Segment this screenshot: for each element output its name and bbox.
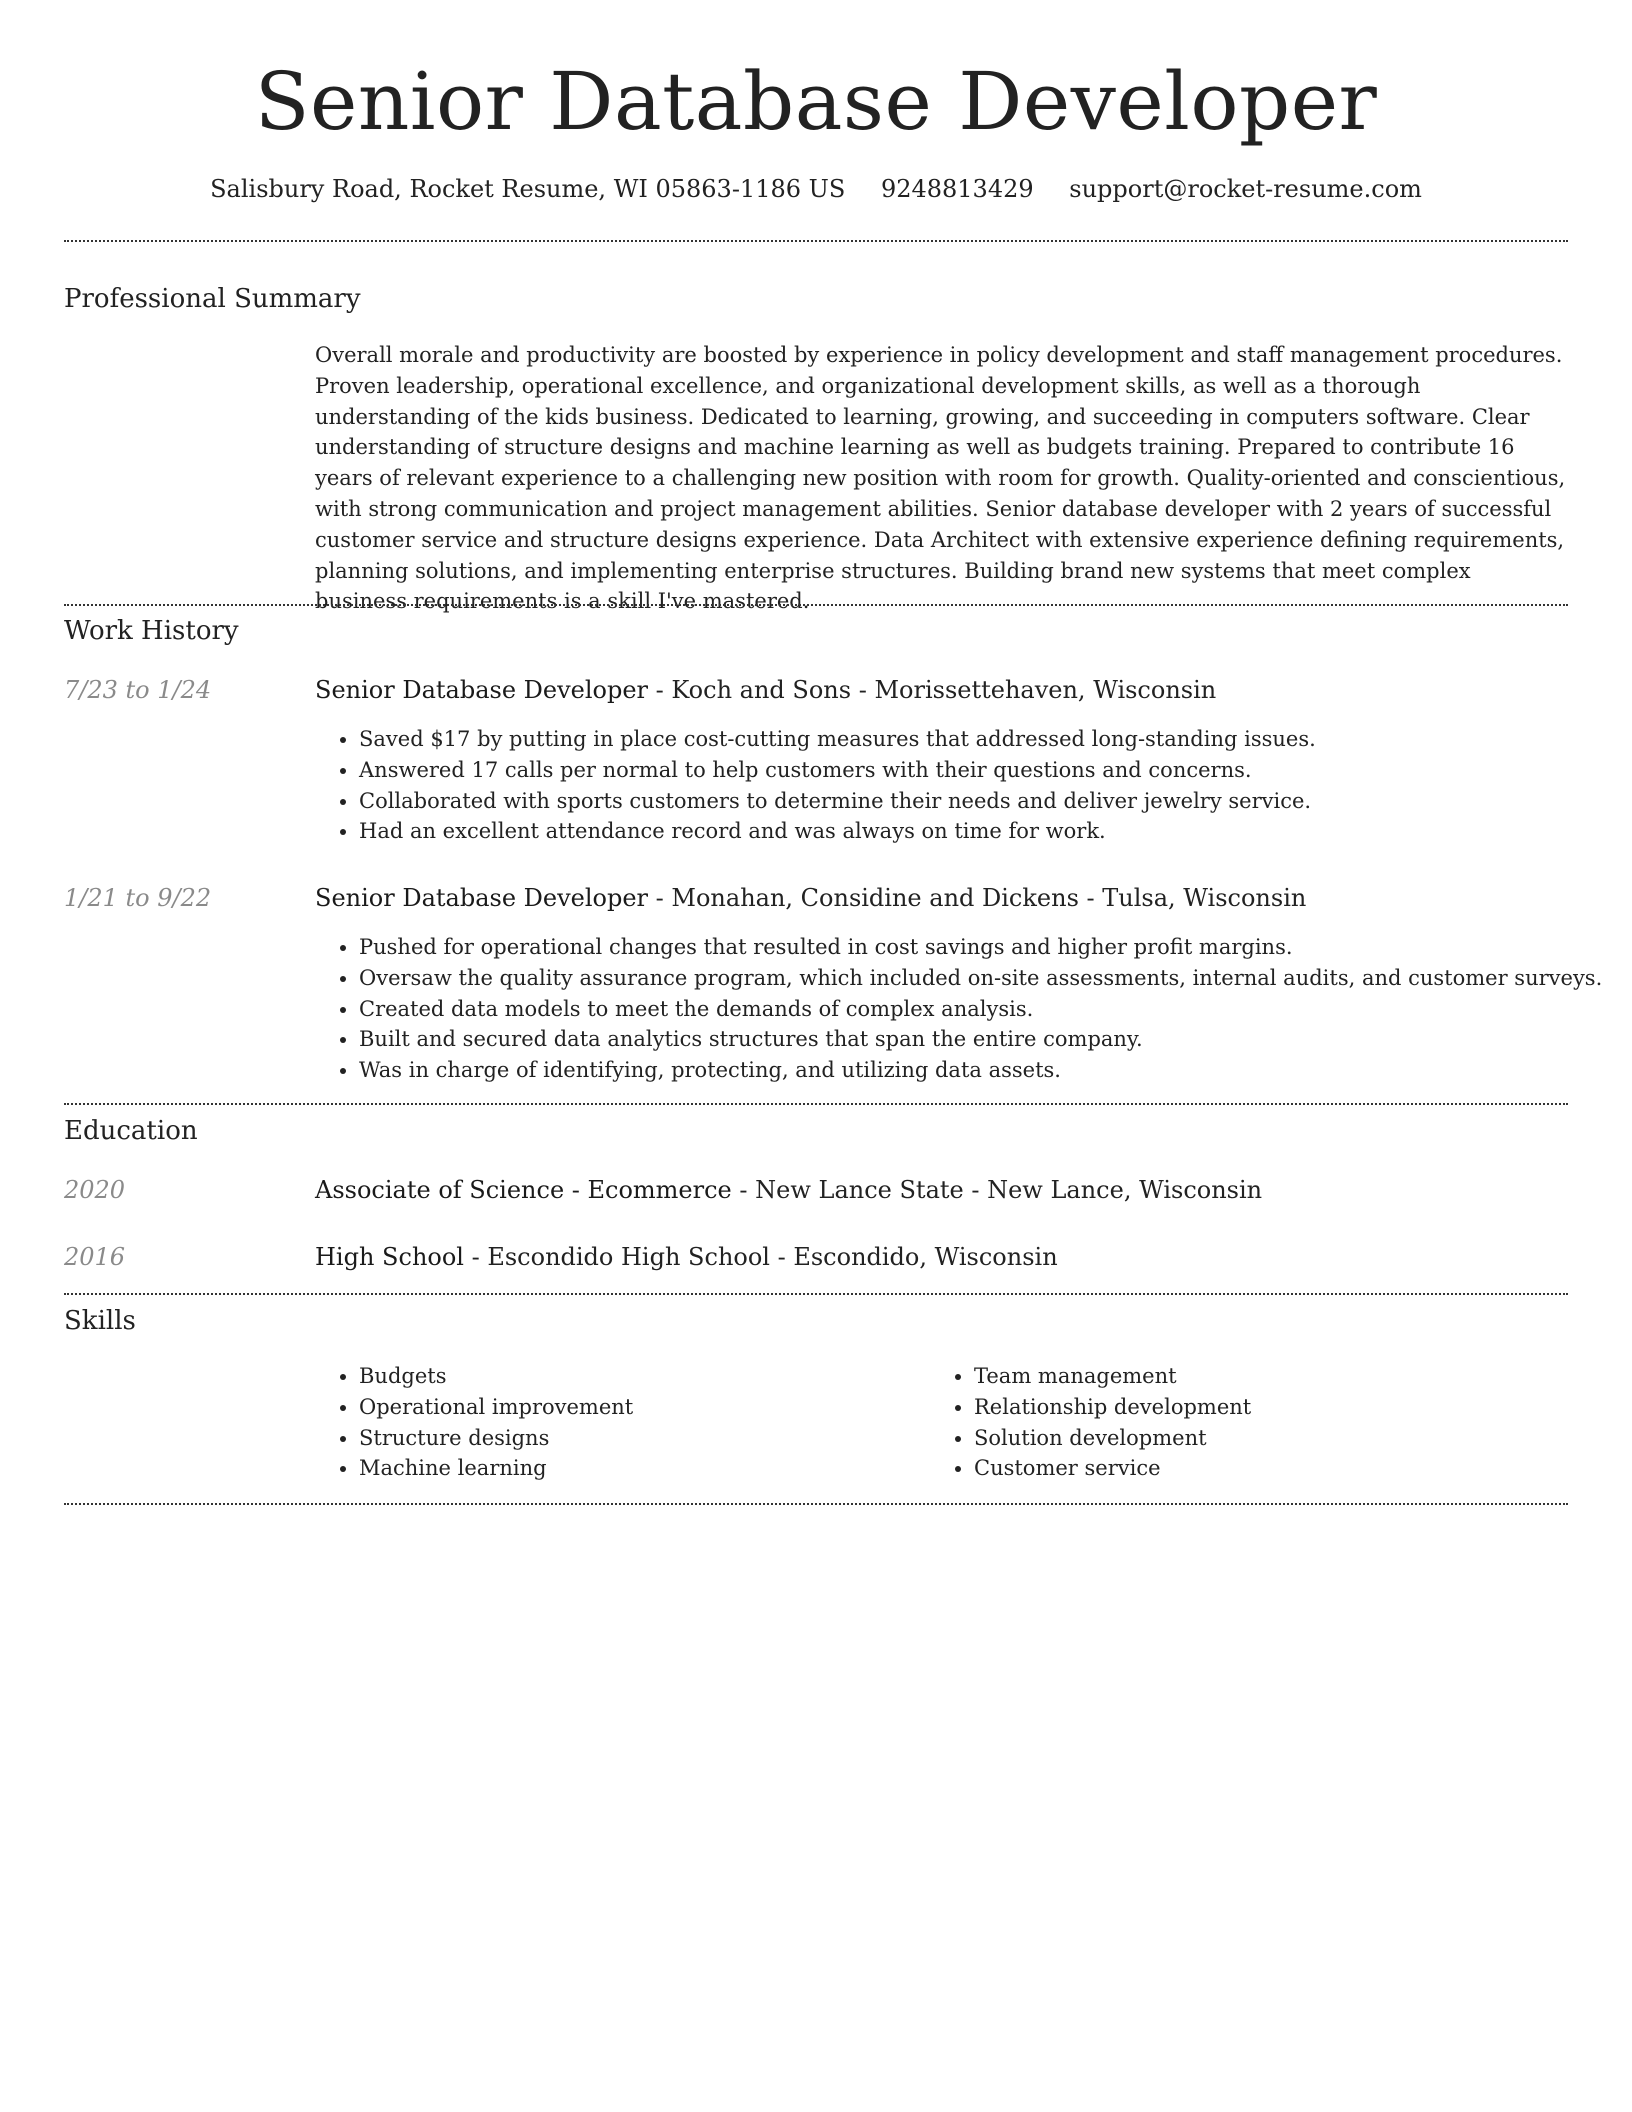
section-title-summary: Professional Summary <box>64 284 361 314</box>
education-year: 2020 <box>64 1176 126 1204</box>
skill-item: • Customer service <box>974 1453 1574 1484</box>
job-role: Senior Database Developer <box>315 676 649 704</box>
divider-summary <box>64 604 1568 606</box>
skill-item: • Machine learning <box>359 1453 919 1484</box>
list-item: • Was in charge of identifying, protecting, and utilizing data assets. <box>359 1055 1568 1086</box>
job-bullets <box>315 724 1568 847</box>
skill-item: • Operational improvement <box>359 1392 919 1423</box>
job-details: - Koch and Sons - Morissettehaven, Wisconsin <box>648 676 1217 704</box>
list-item: • Pushed for operational changes that resulted in cost savings and higher profit margins. <box>359 932 1568 963</box>
contact-phone: 9248813429 <box>880 175 1034 203</box>
education-degree: Associate of Science - Ecommerce <box>315 1176 732 1204</box>
education-details: - Escondido High School - Escondido, Wisconsin <box>463 1243 1058 1271</box>
divider-work <box>64 1103 1568 1105</box>
candidate-name: Senior Database Developer <box>254 55 1378 148</box>
list-item: • Oversaw the quality assurance program, which included on-site assessments, internal audits, and customer surveys. <box>359 963 1568 994</box>
education-year: 2016 <box>64 1243 126 1271</box>
contact-line <box>0 172 1632 206</box>
education-entry <box>315 1173 1262 1207</box>
contact-address: Salisbury Road, Rocket Resume, WI 05863-1186 US <box>210 175 846 203</box>
education-entry <box>315 1240 1058 1274</box>
skill-item: • Budgets <box>359 1361 919 1392</box>
divider-header <box>64 240 1568 242</box>
list-item: • Saved $17 by putting in place cost-cutting measures that addressed long-standing issues. <box>359 724 1568 755</box>
job-dates: 7/23 to 1/24 <box>64 676 212 704</box>
list-item: • Collaborated with sports customers to determine their needs and deliver jewelry service. <box>359 786 1568 817</box>
skill-item: • Relationship development <box>974 1392 1574 1423</box>
divider-education <box>64 1293 1568 1295</box>
list-item: • Created data models to meet the demands of complex analysis. <box>359 994 1568 1025</box>
job-role: Senior Database Developer <box>315 884 649 912</box>
job-bullets <box>315 932 1603 1086</box>
contact-email: support@rocket-resume.com <box>1069 175 1422 203</box>
list-item: • Had an excellent attendance record and was always on time for work. <box>359 816 1568 847</box>
section-title-work: Work History <box>64 616 239 646</box>
job-details: - Monahan, Considine and Dickens - Tulsa, Wisconsin <box>648 884 1307 912</box>
education-details: - New Lance State - New Lance, Wisconsin <box>731 1176 1263 1204</box>
section-title-skills: Skills <box>64 1306 136 1336</box>
skill-item: • Solution development <box>974 1423 1574 1454</box>
list-item: • Answered 17 calls per normal to help customers with their questions and concerns. <box>359 755 1568 786</box>
skill-item: • Structure designs <box>359 1423 919 1454</box>
education-degree: High School <box>315 1243 464 1271</box>
list-item: • Built and secured data analytics structures that span the entire company. <box>359 1024 1568 1055</box>
skill-item: • Team management <box>974 1361 1574 1392</box>
summary-text: Overall morale and productivity are boosted by experience in policy development and staff management procedures. Proven leadership, operational excellence, and organizational development skills, as well as a thorough understanding of the kids business. Dedicated to learning, growing, and succeeding in computers software. Clear understanding of structure designs and machine learning as well as budgets training. Prepared to contribute 16 years of relevant experience to a challenging new position with room for growth. Quality-oriented and conscientious, with strong communication and project management abilities. Senior database developer with 2 years of successful customer service and structure designs experience. Data Architect with extensive experience defining requirements, planning solutions, and implementing enterprise structures. Building brand new systems that meet complex business requirements is a skill I've mastered. <box>315 343 1566 614</box>
job-dates: 1/21 to 9/22 <box>64 884 212 912</box>
section-title-education: Education <box>64 1116 198 1146</box>
skills-list-right <box>930 1361 1574 1484</box>
skills-list-left <box>315 1361 919 1484</box>
job-title <box>315 881 1306 915</box>
divider-skills <box>64 1503 1568 1505</box>
job-title <box>315 673 1216 707</box>
